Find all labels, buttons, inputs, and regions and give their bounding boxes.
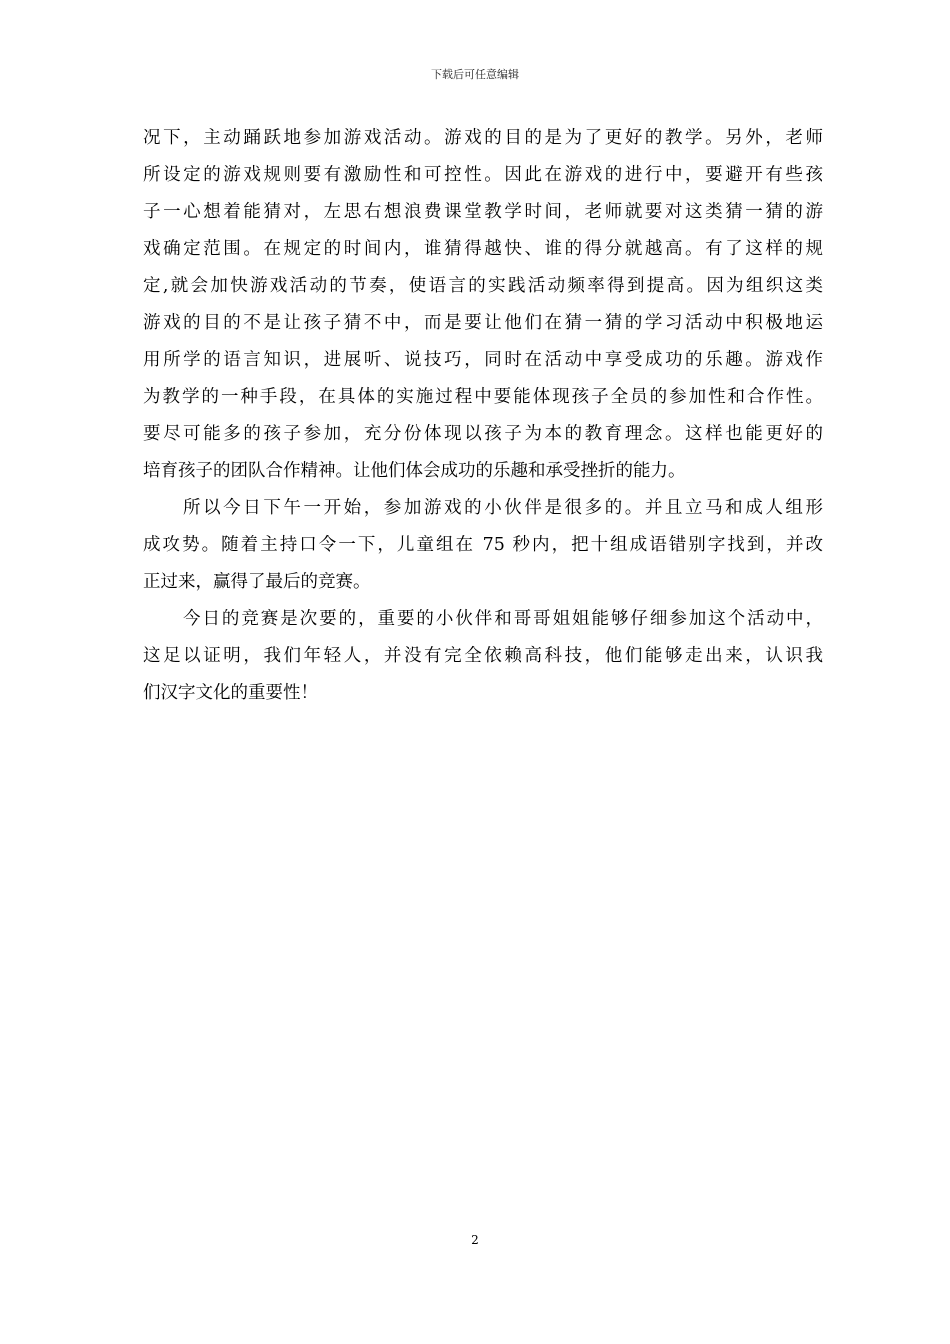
paragraph-2 [143,490,823,601]
text-line: 况下，主动踊跃地参加游戏活动。游戏的目的是为了更好的教学。另外，老师 [143,128,823,148]
text-line: 正过来，赢得了最后的竞赛。 [143,572,371,592]
text-line: 所以今日下午一开始，参加游戏的小伙伴是很多的。并且立马和成人组形 [183,498,823,518]
text-line: 培育孩子的团队合作精神。让他们体会成功的乐趣和承受挫折的能力。 [143,461,686,481]
text-line: 定,就会加快游戏活动的节奏，使语言的实践活动频率得到提高。因为组织这类 [143,276,823,296]
document-body [143,120,823,712]
page-number: 2 [471,1233,479,1247]
text-line: 游戏的目的不是让孩子猜不中，而是要让他们在猜一猜的学习活动中积极地运 [143,313,823,333]
text-line: 所设定的游戏规则要有激励性和可控性。因此在游戏的进行中，要避开有些孩 [143,165,823,185]
text-line: 戏确定范围。在规定的时间内，谁猜得越快、谁的得分就越高。有了这样的规 [143,239,823,259]
text-line: 这足以证明，我们年轻人，并没有完全依赖高科技，他们能够走出来，认识我 [143,646,823,666]
text-line: 今日的竞赛是次要的，重要的小伙伴和哥哥姐姐能够仔细参加这个活动中， [183,609,823,629]
text-line: 们汉字文化的重要性！ [143,683,318,703]
page-header: 下载后可任意编辑 [431,68,519,81]
paragraph-1 [143,120,823,490]
text-line: 子一心想着能猜对，左思右想浪费课堂教学时间，老师就要对这类猜一猜的游 [143,202,823,222]
text-line: 成攻势。随着主持口令一下，儿童组在 75 秒内，把十组成语错别字找到，并改 [143,535,823,555]
paragraph-3 [143,601,823,712]
text-line: 为教学的一种手段，在具体的实施过程中要能体现孩子全员的参加性和合作性。 [143,387,823,407]
text-line: 用所学的语言知识，进展听、说技巧，同时在活动中享受成功的乐趣。游戏作 [143,350,823,370]
text-line: 要尽可能多的孩子参加，充分份体现以孩子为本的教育理念。这样也能更好的 [143,424,823,444]
